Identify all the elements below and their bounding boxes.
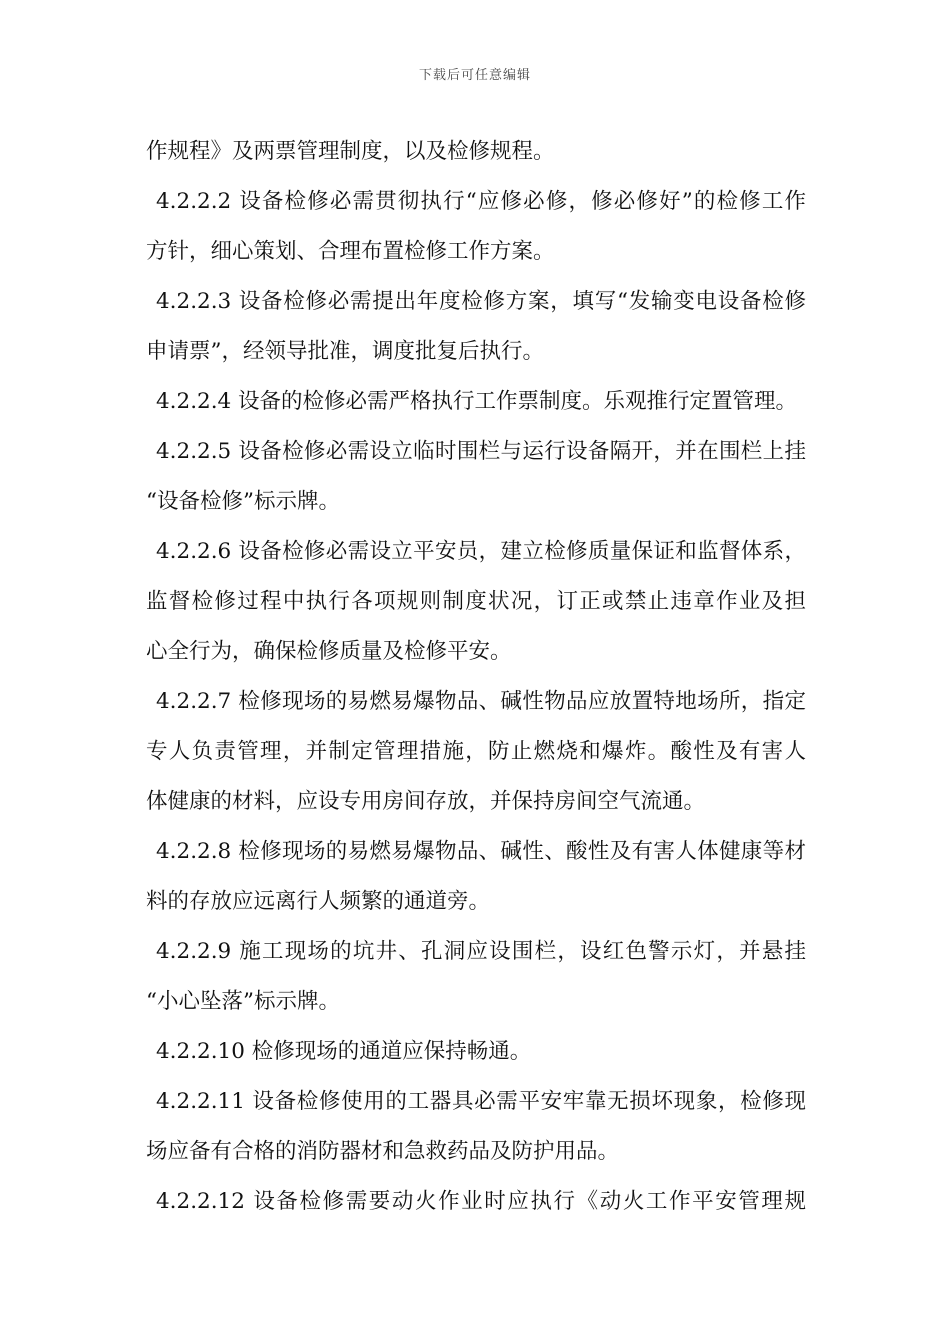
text-line: 监督检修过程中执行各项规则制度状况，订正或禁止违章作业及担 [146,589,806,614]
text-line: 4.2.2.2 设备检修必需贯彻执行“应修必修，修必修好”的检修工作 [156,189,806,214]
text-line: 作规程》及两票管理制度，以及检修规程。 [146,139,555,164]
text-line: 4.2.2.6 设备检修必需设立平安员，建立检修质量保证和监督体系， [156,539,806,564]
text-line: 料的存放应远离行人频繁的通道旁。 [146,889,491,914]
text-line: 4.2.2.9 施工现场的坑井、孔洞应设围栏，设红色警示灯，并悬挂 [156,939,806,964]
text-line: 4.2.2.4 设备的检修必需严格执行工作票制度。乐观推行定置管理。 [156,389,798,414]
text-line: 4.2.2.8 检修现场的易燃易爆物品、碱性、酸性及有害人体健康等材 [156,839,806,864]
text-line: 4.2.2.7 检修现场的易燃易爆物品、碱性物品应放置特地场所，指定 [156,689,806,714]
text-line: 专人负责管理，并制定管理措施，防止燃烧和爆炸。酸性及有害人 [146,739,806,764]
text-line: 4.2.2.5 设备检修必需设立临时围栏与运行设备隔开，并在围栏上挂 [156,439,806,464]
page-header: 下载后可任意编辑 [418,68,531,83]
document-body [146,127,806,1227]
text-line: 心全行为，确保检修质量及检修平安。 [146,639,512,664]
text-line: “设备检修”标示牌。 [146,489,340,514]
text-line: 4.2.2.10 检修现场的通道应保持畅通。 [156,1039,532,1064]
text-line: 申请票”，经领导批准，调度批复后执行。 [146,339,544,364]
text-line: 方针，细心策划、合理布置检修工作方案。 [146,239,555,264]
text-line: 体健康的材料，应设专用房间存放，并保持房间空气流通。 [146,789,706,814]
text-line: 4.2.2.3 设备检修必需提出年度检修方案，填写“发输变电设备检修 [156,289,806,314]
text-line: “小心坠落”标示牌。 [146,989,340,1014]
text-line: 4.2.2.12 设备检修需要动火作业时应执行《动火工作平安管理规 [156,1189,806,1214]
text-line: 4.2.2.11 设备检修使用的工器具必需平安牢靠无损坏现象，检修现 [156,1089,806,1114]
text-line: 场应备有合格的消防器材和急救药品及防护用品。 [146,1139,620,1164]
